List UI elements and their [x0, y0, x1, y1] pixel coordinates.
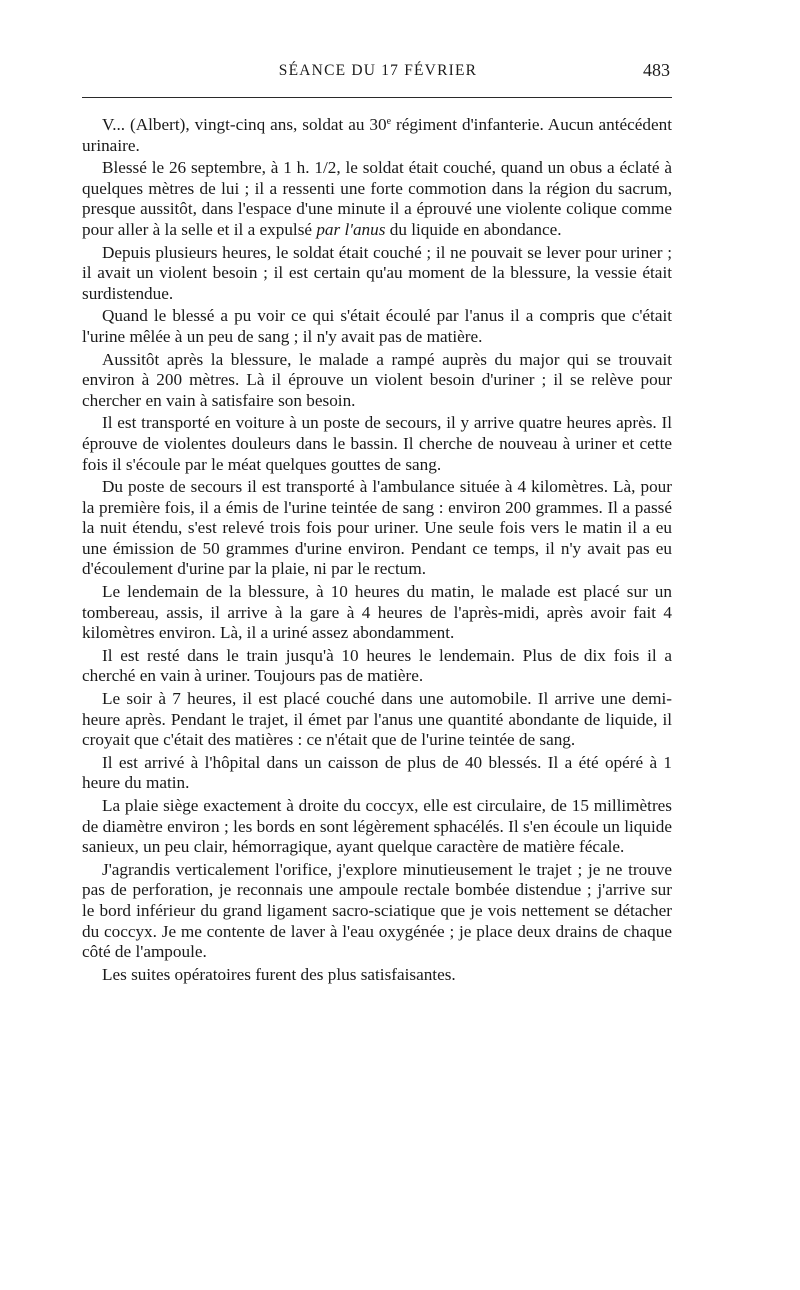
paragraph: Depuis plusieurs heures, le soldat était couché ; il ne pouvait se lever pour uriner ; il avait un violent besoin ; il est certain qu'au moment de la blessure, la vessie était surdistendue. — [82, 242, 672, 303]
paragraph — [82, 158, 672, 240]
page-header — [82, 62, 674, 86]
paragraph: La plaie siège exactement à droite du coccyx, elle est circulaire, de 15 millimètres de diamètre environ ; les bords en sont légèrement sphacélés. Il s'en écoule un liquide sanieux, un peu clair, hémorragique, ayant quelque caractère de matière fécale. — [82, 796, 672, 857]
page-number: 483 — [643, 60, 670, 80]
paragraph: Il est transporté en voiture à un poste de secours, il y arrive quatre heures après. Il éprouve de violentes douleurs dans le bassin. Il cherche de nouveau à uriner et cette fois il s'écoule par le méat quelques gouttes de sang. — [82, 413, 672, 474]
paragraph: Le lendemain de la blessure, à 10 heures du matin, le malade est placé sur un tombereau, assis, il arrive à la gare à 4 heures de l'après-midi, après avoir fait 4 kilomètres environ. Là, il a uriné assez abondamment. — [82, 582, 672, 643]
text-run: du liquide en abondance. — [385, 219, 562, 239]
italic-text: par l'anus — [316, 219, 386, 239]
running-title: SÉANCE DU 17 FÉVRIER — [278, 62, 478, 79]
paragraph: Du poste de secours il est transporté à l'ambulance située à 4 kilomètres. Là, pour la première fois, il a émis de l'urine teintée de sang : environ 200 grammes. Il a passé la nuit étendu, s'est relevé trois fois pour uriner. Une seule fois vers le matin il a eu une émission de 50 grammes d'urine environ. Pendant ce temps, il n'y avait pas eu d'écoulement d'urine par la plaie, ni par le rectum. — [82, 477, 672, 579]
text-run: régiment d'infanterie. Aucun antécédent urinaire. — [82, 115, 672, 155]
paragraph: J'agrandis verticalement l'orifice, j'explore minutieusement le trajet ; je ne trouve pas de perforation, je reconnais une ampoule rectale bombée distendue ; j'arrive sur le bord inférieur du grand ligament sacro-sciatique que je vois nettement se détacher du coccyx. Je me contente de laver à l'eau oxygénée ; je place deux drains de chaque côté de l'ampoule. — [82, 859, 672, 962]
paragraph — [82, 115, 672, 156]
header-rule — [82, 97, 672, 98]
text-run: V... (Albert), vingt-cinq ans, soldat au 30 — [102, 115, 387, 134]
paragraph: Les suites opératoires furent des plus satisfaisantes. — [102, 964, 456, 984]
text-run: Blessé le 26 septembre, à 1 h. 1/2, le soldat était couché, quand un obus a éclaté à quelques mètres de lui ; il a ressenti une forte commotion dans la région du sacrum, presque aussitôt, dans l'espace d'une minute il a éprouvé une violente colique comme pour aller à la selle et il a expulsé — [82, 158, 672, 239]
superscript: e — [386, 116, 392, 127]
paragraph: Le soir à 7 heures, il est placé couché dans une automobile. Il arrive une demi-heure après. Pendant le trajet, il émet par l'anus une quantité abondante de liquide, il croyait que c'était des matières : ce n'était que de l'urine teintée de sang. — [82, 689, 672, 750]
paragraph: Quand le blessé a pu voir ce qui s'était écoulé par l'anus il a compris que c'était l'urine mêlée à un peu de sang ; il n'y avait pas de matière. — [82, 306, 672, 346]
paragraph: Il est arrivé à l'hôpital dans un caisson de plus de 40 blessés. Il a été opéré à 1 heure du matin. — [82, 752, 672, 793]
paragraph: Il est resté dans le train jusqu'à 10 heures le lendemain. Plus de dix fois il a cherché en vain à uriner. Toujours pas de matière. — [82, 645, 672, 686]
body-text — [82, 115, 672, 987]
paragraph: Aussitôt après la blessure, le malade a rampé auprès du major qui se trouvait environ à 200 mètres. Là il éprouve un violent besoin d'uriner ; il se relève pour chercher en vain à satisfaire son besoin. — [82, 349, 672, 410]
